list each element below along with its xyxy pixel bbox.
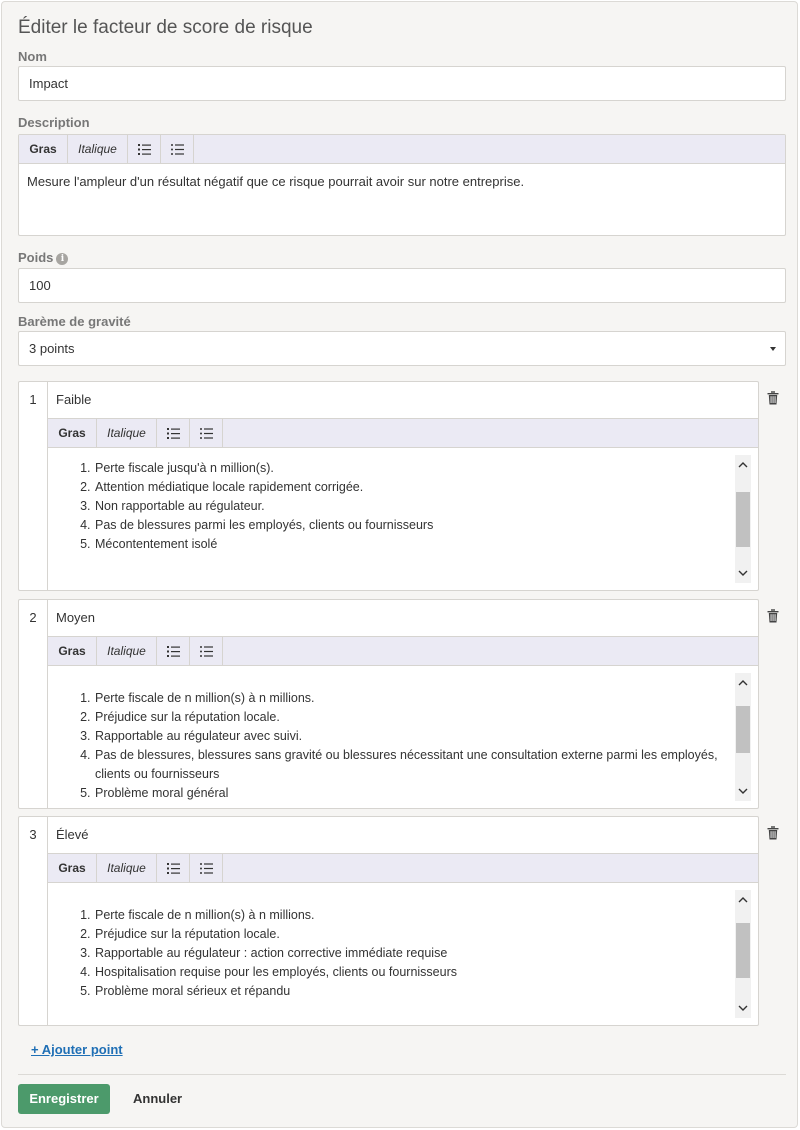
point-description-item: 1. Perte fiscale jusqu'à n million(s).: [94, 459, 726, 478]
point-description-item: 3. Rapportable au régulateur : action corrective immédiate requise: [94, 944, 726, 963]
bullet-list-icon: [171, 144, 184, 155]
point-name-input[interactable]: Moyen: [48, 600, 758, 637]
bullet-list-button[interactable]: [190, 419, 223, 447]
point-description-item: 5. Problème moral général: [94, 784, 726, 803]
ordered-list-button[interactable]: [157, 854, 190, 882]
bold-button[interactable]: Gras: [19, 135, 68, 163]
bullet-list-button[interactable]: [190, 637, 223, 665]
point-description-list[interactable]: [94, 689, 726, 803]
ordered-list-button[interactable]: [157, 637, 190, 665]
ordered-list-button[interactable]: [157, 419, 190, 447]
scrollbar[interactable]: [735, 890, 751, 1018]
bullet-list-button[interactable]: [161, 135, 194, 163]
point-toolbar: [48, 419, 758, 448]
bold-button[interactable]: Gras: [48, 419, 97, 447]
point-description-item: 2. Préjudice sur la réputation locale.: [94, 708, 726, 727]
page-title: Éditer le facteur de score de risque: [18, 17, 313, 38]
ordered-list-icon: [138, 144, 151, 155]
name-label: Nom: [18, 49, 47, 64]
scroll-down-arrow-icon[interactable]: [735, 1000, 751, 1016]
point-number: 3: [19, 817, 48, 1025]
trash-icon[interactable]: [767, 609, 779, 623]
ordered-list-icon: [167, 646, 180, 657]
point-description-list[interactable]: [94, 459, 726, 554]
point-editor-body[interactable]: [48, 883, 758, 1025]
scroll-down-arrow-icon[interactable]: [735, 565, 751, 581]
point-description-item: 4. Hospitalisation requise pour les employés, clients ou fournisseurs: [94, 963, 726, 982]
weight-label-text: Poids: [18, 250, 54, 265]
point-number: 1: [19, 382, 48, 590]
bullet-list-icon: [200, 863, 213, 874]
bullet-list-icon: [200, 646, 213, 657]
italic-button[interactable]: Italique: [97, 854, 157, 882]
point-description-item: 3. Rapportable au régulateur avec suivi.: [94, 727, 726, 746]
scrollbar[interactable]: [735, 455, 751, 583]
point-description-item: 2. Attention médiatique locale rapidement corrigée.: [94, 478, 726, 497]
scale-select-value: 3 points: [29, 341, 75, 356]
severity-point: [18, 381, 759, 591]
point-number: 2: [19, 600, 48, 808]
point-description-item: 4. Pas de blessures, blessures sans gravité ou blessures nécessitant une consultation externe parmi les employés, clients ou fournisseurs: [94, 746, 726, 784]
point-description-item: 1. Perte fiscale de n million(s) à n millions.: [94, 689, 726, 708]
info-icon[interactable]: i: [56, 253, 68, 265]
point-editor-body[interactable]: [48, 666, 758, 808]
description-editor[interactable]: [18, 134, 786, 236]
cancel-button[interactable]: Annuler: [133, 1091, 183, 1106]
point-description-item: 4. Pas de blessures parmi les employés, clients ou fournisseurs: [94, 516, 726, 535]
point-toolbar: [48, 854, 758, 883]
ordered-list-button[interactable]: [128, 135, 161, 163]
bullet-list-button[interactable]: [190, 854, 223, 882]
severity-point: [18, 816, 759, 1026]
trash-icon[interactable]: [767, 826, 779, 840]
point-description-item: 5. Problème moral sérieux et répandu: [94, 982, 726, 1001]
italic-button[interactable]: Italique: [97, 637, 157, 665]
ordered-list-icon: [167, 428, 180, 439]
scroll-thumb[interactable]: [736, 923, 750, 978]
point-editor-body[interactable]: [48, 448, 758, 590]
point-description-item: 2. Préjudice sur la réputation locale.: [94, 925, 726, 944]
point-description-item: 5. Mécontentement isolé: [94, 535, 726, 554]
point-name-input[interactable]: Faible: [48, 382, 758, 419]
scroll-thumb[interactable]: [736, 706, 750, 753]
bold-button[interactable]: Gras: [48, 637, 97, 665]
italic-button[interactable]: Italique: [97, 419, 157, 447]
edit-risk-factor-panel: [1, 1, 798, 1128]
divider: [18, 1074, 786, 1075]
description-text[interactable]: Mesure l'ampleur d'un résultat négatif que ce risque pourrait avoir sur notre entreprise.: [27, 174, 525, 189]
weight-input[interactable]: 100: [18, 268, 786, 303]
scale-select[interactable]: [18, 331, 786, 366]
scroll-up-arrow-icon[interactable]: [735, 892, 751, 908]
point-description-list[interactable]: [94, 906, 726, 1001]
scale-label: Barème de gravité: [18, 314, 131, 329]
point-toolbar: [48, 637, 758, 666]
scroll-thumb[interactable]: [736, 492, 750, 547]
scroll-down-arrow-icon[interactable]: [735, 783, 751, 799]
italic-button[interactable]: Italique: [68, 135, 128, 163]
severity-point: [18, 599, 759, 809]
point-description-item: 1. Perte fiscale de n million(s) à n millions.: [94, 906, 726, 925]
caret-down-icon: [770, 347, 776, 351]
description-label: Description: [18, 115, 90, 130]
scrollbar[interactable]: [735, 673, 751, 801]
scroll-up-arrow-icon[interactable]: [735, 457, 751, 473]
point-description-item: 3. Non rapportable au régulateur.: [94, 497, 726, 516]
save-button[interactable]: Enregistrer: [18, 1084, 110, 1114]
weight-label: [18, 250, 68, 265]
description-toolbar: [19, 135, 785, 164]
point-name-input[interactable]: Élevé: [48, 817, 758, 854]
add-point-link[interactable]: + Ajouter point: [31, 1042, 123, 1057]
scroll-up-arrow-icon[interactable]: [735, 675, 751, 691]
bullet-list-icon: [200, 428, 213, 439]
ordered-list-icon: [167, 863, 180, 874]
bold-button[interactable]: Gras: [48, 854, 97, 882]
name-input[interactable]: Impact: [18, 66, 786, 101]
trash-icon[interactable]: [767, 391, 779, 405]
